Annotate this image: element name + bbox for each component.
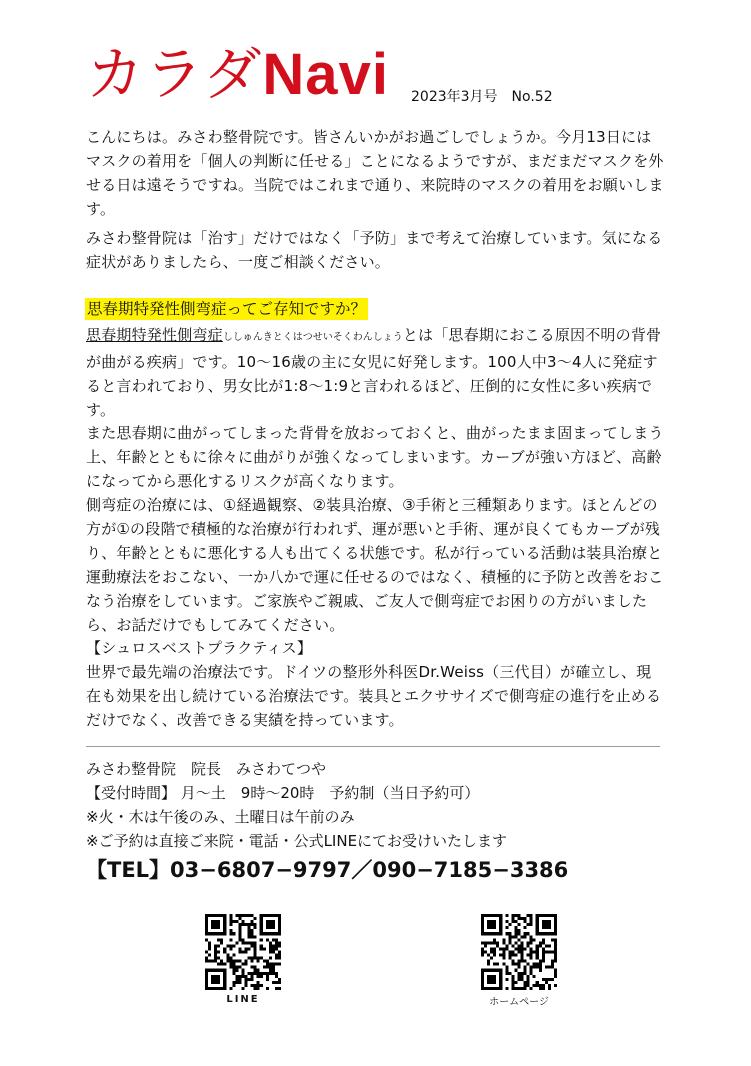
intro-paragraph-2: みさわ整骨院は「治す」だけではなく「予防」まで考えて治療しています。気になる症状がありましたら、一度ご相談ください。: [86, 229, 663, 271]
line-qr-label: LINE: [226, 994, 260, 1005]
newsletter-title: [86, 42, 389, 108]
line-qr-code[interactable]: [205, 914, 281, 990]
article-paragraph-3: 側弯症の治療には、①経過観察、②装具治療、③手術と三種類あります。ほとんどの方が①の段階で積極的な治療が行われず、運が悪いと手術、運が良くてもカーブが残り、年齢とともに悪化する人も出てくる状態です。私が行っている活動は装具治療と運動療法をおこない、一か八かで運に任せるのではなく、積極的に予防と改善をおこなう治療をしています。ご家族やご親戚、ご友人で側弯症でお困りの方がいましたら、お話だけでもしてみてください。: [86, 496, 664, 634]
reception-hours: 【受付時間】 月〜土 9時〜20時 予約制（当日予約可）: [86, 784, 480, 802]
article-paragraph-2: また思春期に曲がってしまった背骨を放おっておくと、曲がったまま固まってしまう上、年齢とともに徐々に曲がりが強くなってしまいます。カーブが強い方ほど、高齢になってから悪化するリスクが高くなります。: [86, 424, 664, 490]
term-reading: ししゅんきとくはつせいそくわんしょう: [222, 332, 403, 343]
article-paragraph-1: [86, 323, 666, 422]
article-paragraph-4: 世界で最先端の治療法です。ドイツの整形外科医Dr.Weiss（三代目）が確立し、現在も効果を出し続けている治療法です。装具とエクササイズで側弯症の進行を止めるだけでなく、改善できる実績を持っています。: [86, 663, 662, 729]
title-kana: カラダ: [86, 42, 263, 107]
divider: [86, 746, 660, 747]
article-subheading: 【シュロスベストプラクティス】: [86, 639, 313, 657]
issue-number: No.52: [511, 89, 553, 105]
term: 思春期特発性側弯症: [86, 326, 223, 344]
homepage-qr-label: ホームページ: [489, 997, 549, 1008]
issue-date: 2023年3月号: [411, 89, 498, 105]
intro-paragraph-1: こんにちは。みさわ整骨院です。皆さんいかがお過ごしでしょうか。今月13日にはマスクの着用を「個人の判断に任せる」ことになるようですが、まだまだマスクを外せる日は遠そうですね。当院ではこれまで通り、来院時のマスクの着用をお願いします。: [86, 128, 664, 218]
homepage-qr-code[interactable]: [481, 914, 557, 990]
note-days: ※火・木は午後のみ、土曜日は午前のみ: [86, 808, 355, 826]
telephone: 【TEL】03−6807−9797／090−7185−3386: [86, 858, 569, 882]
note-reservation: ※ご予約は直接ご来院・電話・公式LINEにてお受けいたします: [86, 832, 508, 850]
issue-info: [411, 88, 553, 106]
article-heading: 思春期特発性側弯症ってご存知ですか？: [87, 300, 367, 318]
article-paragraph-1-text: とは「思春期におこる原因不明の背骨が曲がる疾病」です。10〜16歳の主に女児に好発します。100人中3〜4人に発症すると言われており、男女比が1:8〜1:9と言われるほど、圧倒的に女性に多い疾病です。: [86, 326, 662, 419]
clinic-director: みさわ整骨院 院長 みさわてつや: [86, 760, 327, 778]
title-latin: Navi: [262, 42, 389, 107]
